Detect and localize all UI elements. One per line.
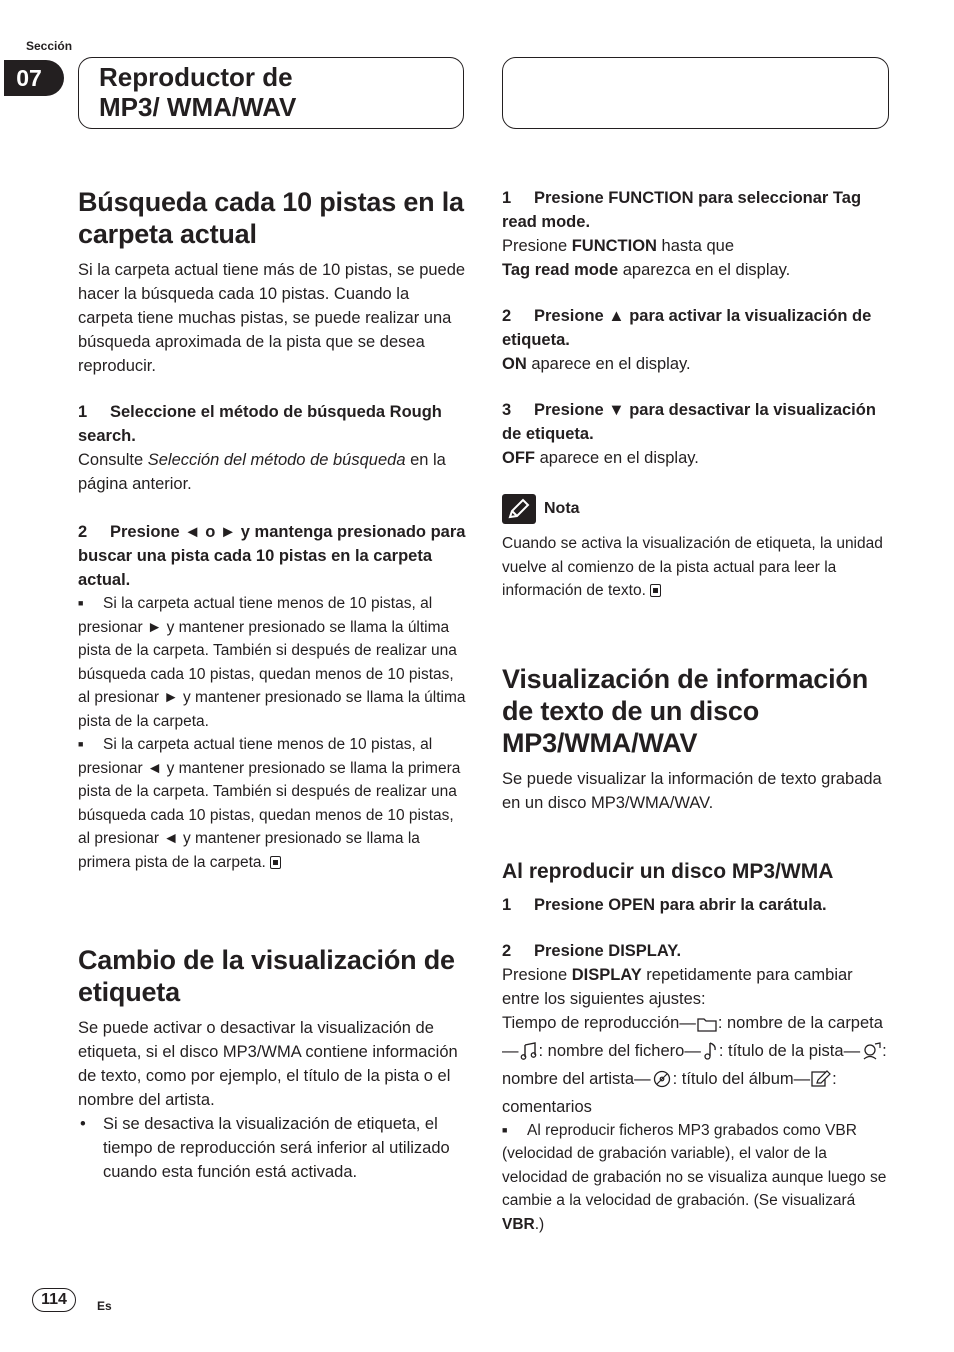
note-text: Al reproducir ficheros MP3 grabados como VBR (velocidad de grabación variable), el valor de la velocidad de grabación no se visualiza aunque luego se cambie a la velocidad de grabación. (Se visualizará [502,1121,887,1209]
text: : título del álbum— [672,1069,811,1088]
end-mark-icon [650,584,661,597]
text: en la página anterior. [78,451,446,493]
note-text: Cuando se activa la visualización de etiqueta, la unidad vuelve al comienzo de la pista actual para leer la información de texto. [502,535,883,599]
step-label: Presione OPEN para abrir la carátula. [534,895,827,914]
comment-icon [811,1070,831,1095]
tag-step-3 [502,398,890,446]
step-number: 2 [502,307,512,325]
tag-bullet: • Si se desactiva la visualización de etiqueta, el tiempo de reproducción será inferior al utilizado cuando esta función está activada. [78,1112,466,1184]
text: hasta que [656,237,735,255]
step-label: Presione DISPLAY. [534,941,682,960]
nota-text [502,532,890,603]
search-note-2 [78,733,466,874]
nota-header [502,494,890,524]
text: : comentarios [502,1069,837,1116]
tag-intro: Se puede activar o desactivar la visualización de etiqueta, si el disco MP3/WMA contiene información de texto, como por ejemplo, el título de la pista o el nombre del artista. [78,1019,458,1109]
empty-title-box [502,57,889,129]
tag-step-1 [502,186,890,234]
tag-step-3-text [502,446,890,470]
display-value: VBR [502,1215,535,1233]
text: Presione [502,237,572,255]
search-step-1-text [78,448,466,496]
text: aparece en el display. [535,449,699,467]
note-text: .) [534,1215,545,1233]
chapter-title-box [78,57,464,129]
search-step-1 [78,400,466,448]
text: aparece en el display. [526,355,691,373]
section-label: Sección [26,39,73,53]
tag-step-2 [502,304,890,352]
text: : nombre del fichero— [538,1041,701,1060]
text-step-2-text [502,963,890,1011]
step-number: 3 [502,401,512,419]
tag-step-2-text [502,352,890,376]
language-code: Es [97,1299,112,1313]
step-label: Seleccione el método de búsqueda Rough search. [78,403,442,445]
end-mark-icon [270,856,281,869]
key-name: DISPLAY [571,965,642,984]
section-number-badge: 07 [4,60,64,96]
step-number: 1 [502,189,512,207]
chapter-title: Reproductor de MP3/ WMA/WAV [99,62,297,122]
search-note-1: ■ Si la carpeta actual tiene menos de 10 pistas, al presionar ► y mantener presionado se llama la última pista de la carpeta. También si después de realizar una búsqueda cada 10 pistas, quedan menos de 10 pistas, al presionar ► y mantener presionado se llama la última pista de la carpeta. [78,592,466,733]
mode-name: Tag read mode [502,261,619,279]
reference-link-text: Selección del método de búsqueda [147,451,406,469]
text: : título de la pista— [718,1041,861,1060]
text: : nombre del artista— [502,1041,887,1088]
key-name: FUNCTION [571,237,657,255]
text: : nombre de la carpeta— [502,1013,883,1060]
text: Consulte [78,451,148,469]
step-number: 1 [78,403,88,421]
artist-icon [861,1042,881,1067]
step-number: 2 [502,941,512,960]
note-text: Si la carpeta actual tiene menos de 10 pistas, al presionar ◄ y mantener presionado se llama la primera pista de la carpeta. También si después de realizar una búsqueda cada 10 pistas, quedan menos de 10 pistas, al presionar ◄ y mantener presionado se llama la primera pista de la carpeta. [78,736,461,871]
text-step-2 [502,939,890,963]
text: Presione [502,965,572,984]
left-column [78,186,466,1184]
search-step-2 [78,520,466,592]
step-label: Presione ▼ para desactivar la visualización de etiqueta. [502,401,876,443]
step-number: 1 [502,895,512,914]
display-value: OFF [502,449,535,467]
tag-step-1-text [502,234,890,282]
folder-icon [697,1015,717,1039]
subheading-mp3-wma: Al reproducir un disco MP3/WMA [502,859,834,883]
file-music-icon [520,1042,538,1067]
page-number: 114 [32,1288,76,1312]
text-info-intro: Se puede visualizar la información de texto grabada en un disco MP3/WMA/WAV. [502,769,882,812]
track-note-icon [702,1042,718,1067]
pencil-icon [502,494,536,524]
section-heading-tag-display: Cambio de la visualización de etiqueta [78,945,455,1007]
text: aparezca en el display. [618,261,791,279]
vbr-note [502,1119,890,1237]
step-number: 2 [78,523,88,541]
section-heading-text-info: Visualización de información de texto de un disco MP3/WMA/WAV [502,663,868,758]
step-label: Presione ◄ o ► y mantenga presionado para buscar una pista cada 10 pistas en la carpeta actual. [78,523,466,589]
text-step-1 [502,893,890,917]
step-label: Presione ▲ para activar la visualización de etiqueta. [502,307,872,349]
text: repetidamente para cambiar entre los siguientes ajustes: [502,965,853,1008]
nota-label: Nota [544,500,580,517]
album-disc-icon [652,1070,672,1095]
step-label: Presione FUNCTION para seleccionar Tag read mode. [502,189,862,231]
search-intro: Si la carpeta actual tiene más de 10 pistas, se puede hacer la búsqueda cada 10 pistas. Cuando la carpeta tiene muchas pistas, se puede realizar una búsqueda aproximada de la pista que se desea reproducir. [78,261,466,375]
display-sequence [502,1011,890,1119]
text: Tiempo de reproducción— [502,1013,696,1032]
right-column [502,186,890,1236]
display-value: ON [502,355,527,373]
section-heading-search: Búsqueda cada 10 pistas en la carpeta actual [78,187,464,249]
